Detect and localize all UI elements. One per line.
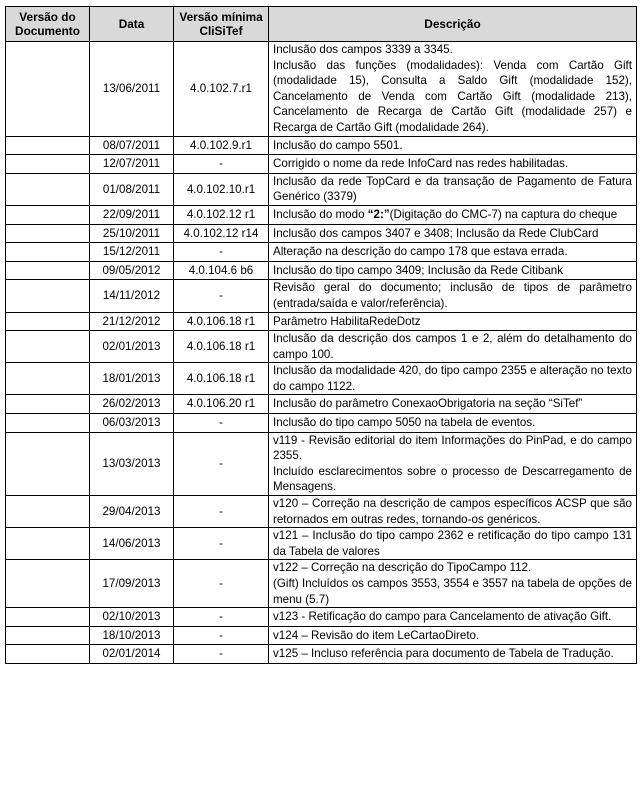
table-row xyxy=(6,363,637,395)
date-cell: 17/09/2013 xyxy=(90,560,174,608)
description-paragraph: v120 – Correção na descrição de campos específicos ACSP que são retornados em outras redes, tornando-os genéricos. xyxy=(273,497,632,526)
doc-version-cell xyxy=(6,243,90,262)
description-cell xyxy=(269,560,637,608)
table-row xyxy=(6,136,637,155)
description-cell xyxy=(269,414,637,433)
date-cell: 18/01/2013 xyxy=(90,363,174,395)
date-cell: 15/12/2011 xyxy=(90,243,174,262)
header-min-version: Versão mínima CliSiTef xyxy=(174,7,269,42)
table-row xyxy=(6,608,637,627)
description-paragraph: (Gift) Incluídos os campos 3553, 3554 e 3557 na tabela de opções de menu (5.7) xyxy=(273,577,632,606)
doc-version-cell xyxy=(6,560,90,608)
description-cell xyxy=(269,432,637,495)
date-cell: 02/01/2013 xyxy=(90,331,174,363)
min-version-cell: 4.0.102.12 r1 xyxy=(174,205,269,224)
doc-version-cell xyxy=(6,261,90,280)
description-paragraph: Inclusão dos campos 3339 a 3345. xyxy=(273,43,453,56)
description-cell xyxy=(269,205,637,224)
min-version-cell: 4.0.102.12 r14 xyxy=(174,224,269,243)
min-version-cell: 4.0.104.6 b6 xyxy=(174,261,269,280)
min-version-cell: - xyxy=(174,626,269,645)
description-cell xyxy=(269,331,637,363)
description-paragraph: Revisão geral do documento; inclusão de tipos de parâmetro (entrada/saída e valor/referência). xyxy=(273,281,632,310)
min-version-cell: - xyxy=(174,243,269,262)
table-row xyxy=(6,173,637,205)
description-cell xyxy=(269,528,637,560)
header-description: Descrição xyxy=(269,7,637,42)
date-cell: 13/03/2013 xyxy=(90,432,174,495)
description-text: Inclusão do modo xyxy=(273,207,368,221)
date-cell: 06/03/2013 xyxy=(90,414,174,433)
date-cell: 09/05/2012 xyxy=(90,261,174,280)
description-paragraph: Inclusão do tipo campo 3409; Inclusão da Rede Citibank xyxy=(273,263,564,277)
doc-version-cell xyxy=(6,608,90,627)
min-version-cell: 4.0.106.18 r1 xyxy=(174,331,269,363)
min-version-cell: 4.0.106.18 r1 xyxy=(174,363,269,395)
doc-version-cell xyxy=(6,280,90,312)
min-version-cell: 4.0.102.9.r1 xyxy=(174,136,269,155)
doc-version-cell xyxy=(6,528,90,560)
doc-version-cell xyxy=(6,155,90,174)
date-cell: 26/02/2013 xyxy=(90,395,174,414)
table-row xyxy=(6,395,637,414)
doc-version-cell xyxy=(6,224,90,243)
min-version-cell: 4.0.102.7.r1 xyxy=(174,42,269,137)
description-paragraph: v125 – Incluso referência para documento de Tabela de Tradução. xyxy=(273,647,614,661)
table-row xyxy=(6,205,637,224)
description-text: (Digitação do CMC-7) na captura do cheque xyxy=(389,207,618,221)
min-version-cell: - xyxy=(174,608,269,627)
doc-version-cell xyxy=(6,414,90,433)
date-cell: 18/10/2013 xyxy=(90,626,174,645)
description-paragraph: Inclusão dos campos 3407 e 3408; Inclusão da Rede ClubCard xyxy=(273,226,599,240)
date-cell: 12/07/2011 xyxy=(90,155,174,174)
description-paragraph: v122 – Correção na descrição do TipoCampo 112. xyxy=(273,561,532,575)
table-row xyxy=(6,432,637,495)
min-version-cell: - xyxy=(174,280,269,312)
description-paragraph: v124 – Revisão do item LeCartaoDireto. xyxy=(273,628,480,642)
description-paragraph: Alteração na descrição do campo 178 que estava errada. xyxy=(273,245,568,259)
description-paragraph: Parâmetro HabilitaRedeDotz xyxy=(273,314,421,328)
table-row xyxy=(6,155,637,174)
description-paragraph: Inclusão da descrição dos campos 1 e 2, além do detalhamento do campo 100. xyxy=(273,332,632,361)
date-cell: 01/08/2011 xyxy=(90,173,174,205)
table-row xyxy=(6,312,637,331)
doc-version-cell xyxy=(6,205,90,224)
table-row xyxy=(6,42,637,137)
description-cell xyxy=(269,261,637,280)
table-row xyxy=(6,261,637,280)
description-paragraph xyxy=(273,207,632,223)
description-paragraph: Incluído esclarecimentos sobre o processo de Descarregamento de Mensagens. xyxy=(273,464,632,494)
doc-version-cell xyxy=(6,432,90,495)
description-cell xyxy=(269,312,637,331)
date-cell: 14/06/2013 xyxy=(90,528,174,560)
min-version-cell: 4.0.102.10.r1 xyxy=(174,173,269,205)
table-row xyxy=(6,496,637,528)
min-version-cell: - xyxy=(174,560,269,608)
description-cell xyxy=(269,496,637,528)
description-paragraph: Inclusão do tipo campo 5050 na tabela de eventos. xyxy=(273,416,536,430)
doc-version-cell xyxy=(6,331,90,363)
description-paragraph: Inclusão do parâmetro ConexaoObrigatoria na seção “SiTef” xyxy=(273,397,583,411)
min-version-cell: - xyxy=(174,432,269,495)
description-cell xyxy=(269,608,637,627)
doc-version-cell xyxy=(6,496,90,528)
revision-history-table xyxy=(5,6,637,664)
description-paragraph: Inclusão da modalidade 420, do tipo campo 2355 e alteração no texto do campo 1122. xyxy=(273,364,632,393)
date-cell: 02/01/2014 xyxy=(90,645,174,664)
date-cell: 21/12/2012 xyxy=(90,312,174,331)
description-cell xyxy=(269,173,637,205)
table-row xyxy=(6,280,637,312)
min-version-cell: - xyxy=(174,496,269,528)
description-cell xyxy=(269,645,637,664)
table-row xyxy=(6,414,637,433)
description-paragraph: v121 – Inclusão do tipo campo 2362 e retificação do tipo campo 131 da Tabela de valores xyxy=(273,529,632,558)
description-cell xyxy=(269,155,637,174)
doc-version-cell xyxy=(6,395,90,414)
doc-version-cell xyxy=(6,312,90,331)
description-paragraph: Inclusão da rede TopCard e da transação de Pagamento de Fatura Genérico (3379) xyxy=(273,174,632,204)
doc-version-cell xyxy=(6,645,90,664)
table-row xyxy=(6,645,637,664)
date-cell: 29/04/2013 xyxy=(90,496,174,528)
date-cell: 13/06/2011 xyxy=(90,42,174,137)
description-emphasis: “2:” xyxy=(367,207,390,221)
description-paragraph: Inclusão das funções (modalidades): Venda com Cartão Gift (modalidade 15), Consulta a Saldo Gift (modalidade 152), Cancelamento de Venda com Cartão Gift (modalidade 213), Cancelamento de Recarga de Cartão Gift (modalidade 257) e Recarga de Cartão Gift (modalidade 264). xyxy=(273,58,632,134)
doc-version-cell xyxy=(6,363,90,395)
min-version-cell: - xyxy=(174,528,269,560)
table-body xyxy=(6,42,637,664)
min-version-cell: - xyxy=(174,414,269,433)
date-cell: 22/09/2011 xyxy=(90,205,174,224)
table-row xyxy=(6,528,637,560)
description-cell xyxy=(269,363,637,395)
min-version-cell: 4.0.106.18 r1 xyxy=(174,312,269,331)
header-row xyxy=(6,7,637,42)
description-cell xyxy=(269,224,637,243)
description-cell xyxy=(269,42,637,137)
table-row xyxy=(6,331,637,363)
min-version-cell: - xyxy=(174,155,269,174)
date-cell: 14/11/2012 xyxy=(90,280,174,312)
doc-version-cell xyxy=(6,173,90,205)
description-cell xyxy=(269,626,637,645)
description-paragraph: Corrigido o nome da rede InfoCard nas redes habilitadas. xyxy=(273,157,569,171)
description-cell xyxy=(269,280,637,312)
description-cell xyxy=(269,136,637,155)
date-cell: 08/07/2011 xyxy=(90,136,174,155)
doc-version-cell xyxy=(6,136,90,155)
table-row xyxy=(6,626,637,645)
description-paragraph: v123 - Retificação do campo para Cancelamento de ativação Gift. xyxy=(273,610,612,624)
min-version-cell: - xyxy=(174,645,269,664)
description-paragraph: v119 - Revisão editorial do item Informações do PinPad, e do campo 2355. xyxy=(273,433,632,463)
description-cell xyxy=(269,395,637,414)
table-row xyxy=(6,560,637,608)
date-cell: 25/10/2011 xyxy=(90,224,174,243)
description-cell xyxy=(269,243,637,262)
table-row xyxy=(6,243,637,262)
header-doc-version: Versão do Documento xyxy=(6,7,90,42)
doc-version-cell xyxy=(6,626,90,645)
table-row xyxy=(6,224,637,243)
date-cell: 02/10/2013 xyxy=(90,608,174,627)
doc-version-cell xyxy=(6,42,90,137)
header-date: Data xyxy=(90,7,174,42)
min-version-cell: 4.0.106.20 r1 xyxy=(174,395,269,414)
description-paragraph: Inclusão do campo 5501. xyxy=(273,138,403,152)
